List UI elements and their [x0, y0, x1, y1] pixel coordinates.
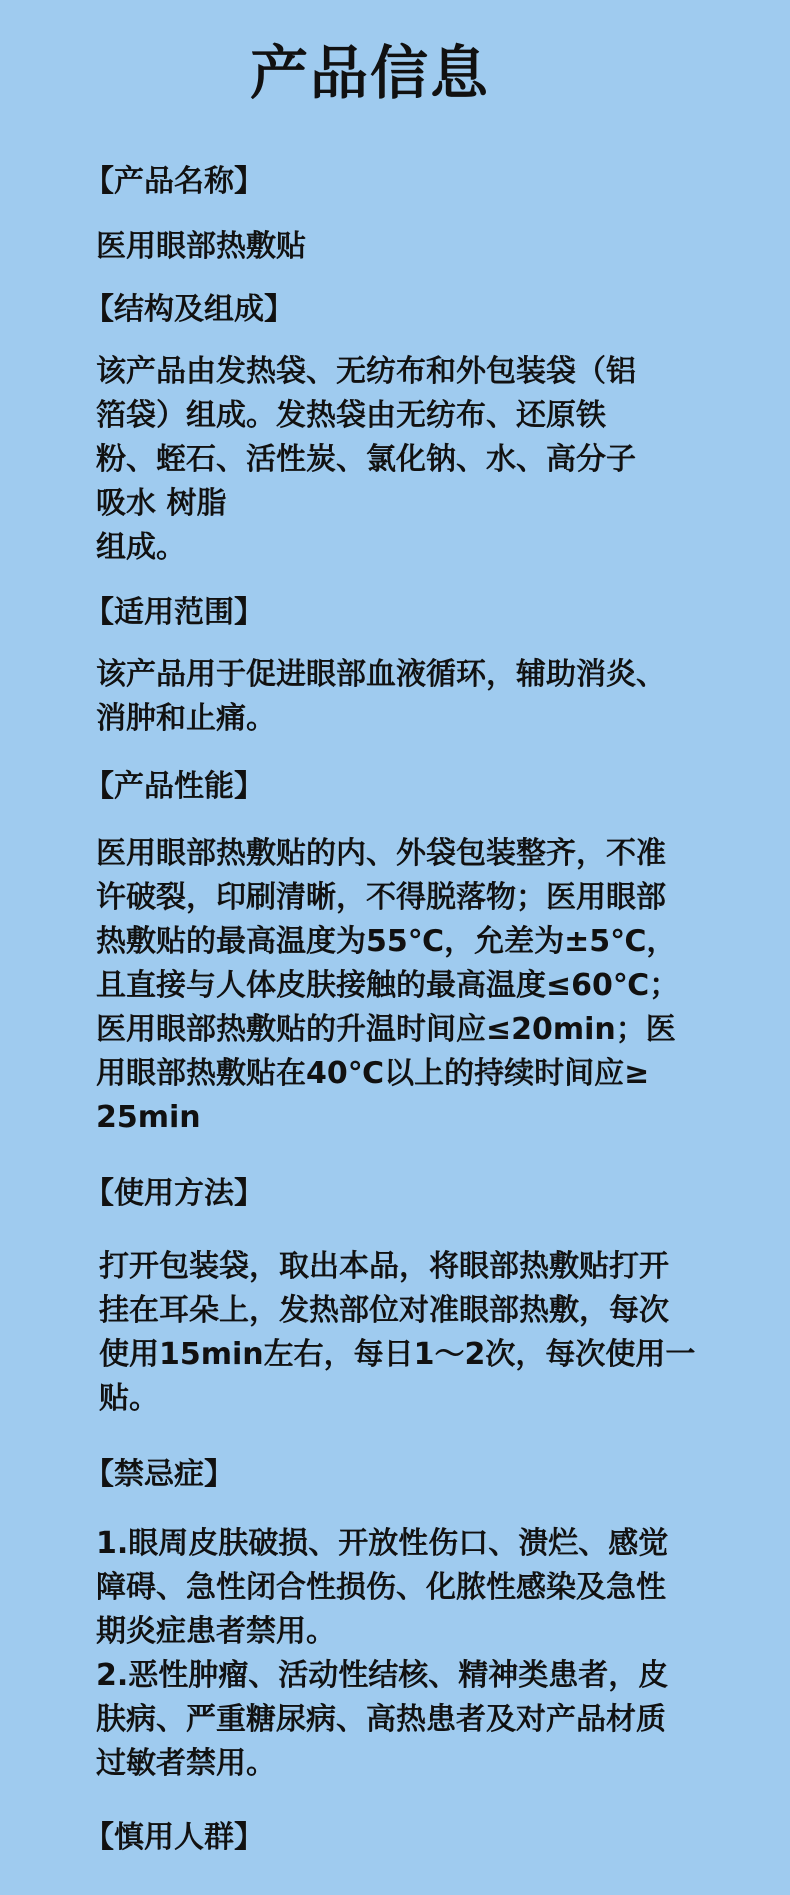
- text-line: 粉、蛭石、活性炭、氯化钠、水、高分子: [96, 442, 636, 477]
- text-line: 消肿和止痛。: [96, 701, 276, 736]
- text-line: 热敷贴的最高温度为55℃，允差为±5℃，: [96, 924, 677, 959]
- text-line: 使用15min左右，每日1～2次，每次使用一: [99, 1337, 696, 1372]
- section-heading-scope: 【适用范围】: [84, 595, 264, 630]
- text-line: 该产品由发热袋、无纺布和外包装袋（铝: [96, 354, 636, 389]
- section-heading-contraindications: 【禁忌症】: [84, 1457, 234, 1492]
- section-text-usage: [99, 1245, 695, 1421]
- text-line: 1.眼周皮肤破损、开放性伤口、溃烂、感觉: [96, 1526, 669, 1561]
- section-text-product-name: [96, 225, 306, 269]
- text-line: 25min: [96, 1100, 201, 1135]
- section-heading-caution: 【慎用人群】: [84, 1820, 264, 1855]
- text-line: 挂在耳朵上，发热部位对准眼部热敷，每次: [99, 1293, 669, 1328]
- text-line: 组成。: [96, 530, 186, 565]
- section-heading-usage: 【使用方法】: [84, 1176, 264, 1211]
- text-line: 障碍、急性闭合性损伤、化脓性感染及急性: [96, 1570, 666, 1605]
- text-line: 医用眼部热敷贴的内、外袋包装整齐，不准: [96, 836, 666, 871]
- text-line: 贴。: [99, 1381, 159, 1416]
- text-line: 医用眼部热敷贴: [96, 229, 306, 264]
- section-text-structure: [96, 350, 636, 570]
- text-line: 许破裂，印刷清晰，不得脱落物；医用眼部: [96, 880, 666, 915]
- section-heading-structure: 【结构及组成】: [84, 292, 294, 327]
- section-text-scope: [96, 653, 666, 741]
- section-text-contraindications: [96, 1522, 668, 1786]
- section-heading-product-name: 【产品名称】: [84, 164, 264, 199]
- text-line: 期炎症患者禁用。: [96, 1614, 336, 1649]
- text-line: 2.恶性肿瘤、活动性结核、精神类患者，皮: [96, 1658, 669, 1693]
- text-line: 过敏者禁用。: [96, 1746, 276, 1781]
- section-heading-performance: 【产品性能】: [84, 769, 264, 804]
- page-title: 产品信息: [249, 39, 490, 107]
- text-line: 用眼部热敷贴在40℃以上的持续时间应≥: [96, 1056, 650, 1091]
- text-line: 医用眼部热敷贴的升温时间应≤20min；医: [96, 1012, 676, 1047]
- text-line: 该产品用于促进眼部血液循环，辅助消炎、: [96, 657, 666, 692]
- text-line: 肤病、严重糖尿病、高热患者及对产品材质: [96, 1702, 666, 1737]
- text-line: 且直接与人体皮肤接触的最高温度≤60℃；: [96, 968, 680, 1003]
- text-line: 吸水 树脂: [96, 486, 227, 521]
- section-text-performance: [96, 832, 679, 1140]
- text-line: 打开包装袋，取出本品，将眼部热敷贴打开: [99, 1249, 669, 1284]
- text-line: 箔袋）组成。发热袋由无纺布、还原铁: [96, 398, 606, 433]
